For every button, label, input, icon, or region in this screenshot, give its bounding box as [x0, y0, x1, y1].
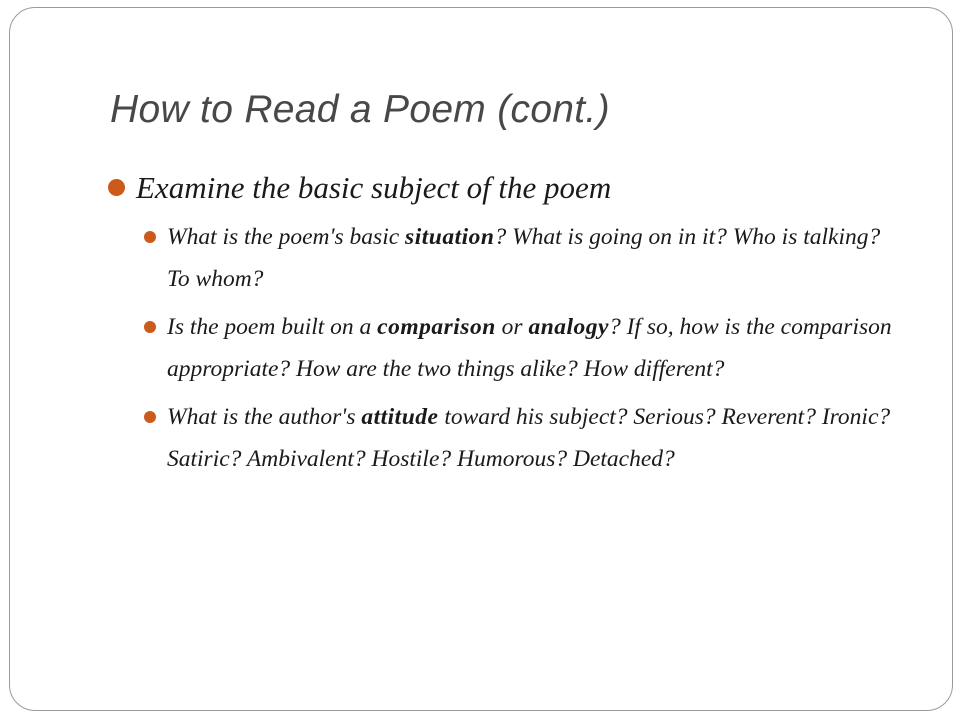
main-bullet — [108, 166, 908, 210]
sub-bullet-text: What is the poem's basic situation? What is going on in it? Who is talking? To whom? — [167, 224, 881, 292]
sub-bullet-text: Is the poem built on a comparison or analogy? If so, how is the comparison appropriate? How are the two things alike? How different? — [167, 314, 892, 382]
sub-bullet-situation — [144, 216, 908, 300]
sub-bullet-comparison — [144, 306, 908, 390]
key-term: comparison — [377, 314, 496, 340]
bullet-dot-icon — [144, 411, 156, 423]
key-term: attitude — [361, 404, 439, 430]
sub-bullet-text: What is the author's attitude toward his subject? Serious? Reverent? Ironic? Satiric? Ambivalent? Hostile? Humorous? Detached? — [167, 404, 891, 472]
sub-bullet-attitude — [144, 396, 908, 480]
slide-title: How to Read a Poem (cont.) — [110, 88, 610, 131]
bullet-dot-icon — [108, 179, 125, 196]
main-bullet-text: Examine the basic subject of the poem — [136, 170, 612, 205]
slide-content — [108, 166, 908, 486]
key-term: analogy — [528, 314, 609, 340]
bullet-dot-icon — [144, 231, 156, 243]
bullet-dot-icon — [144, 321, 156, 333]
key-term: situation — [405, 224, 495, 250]
